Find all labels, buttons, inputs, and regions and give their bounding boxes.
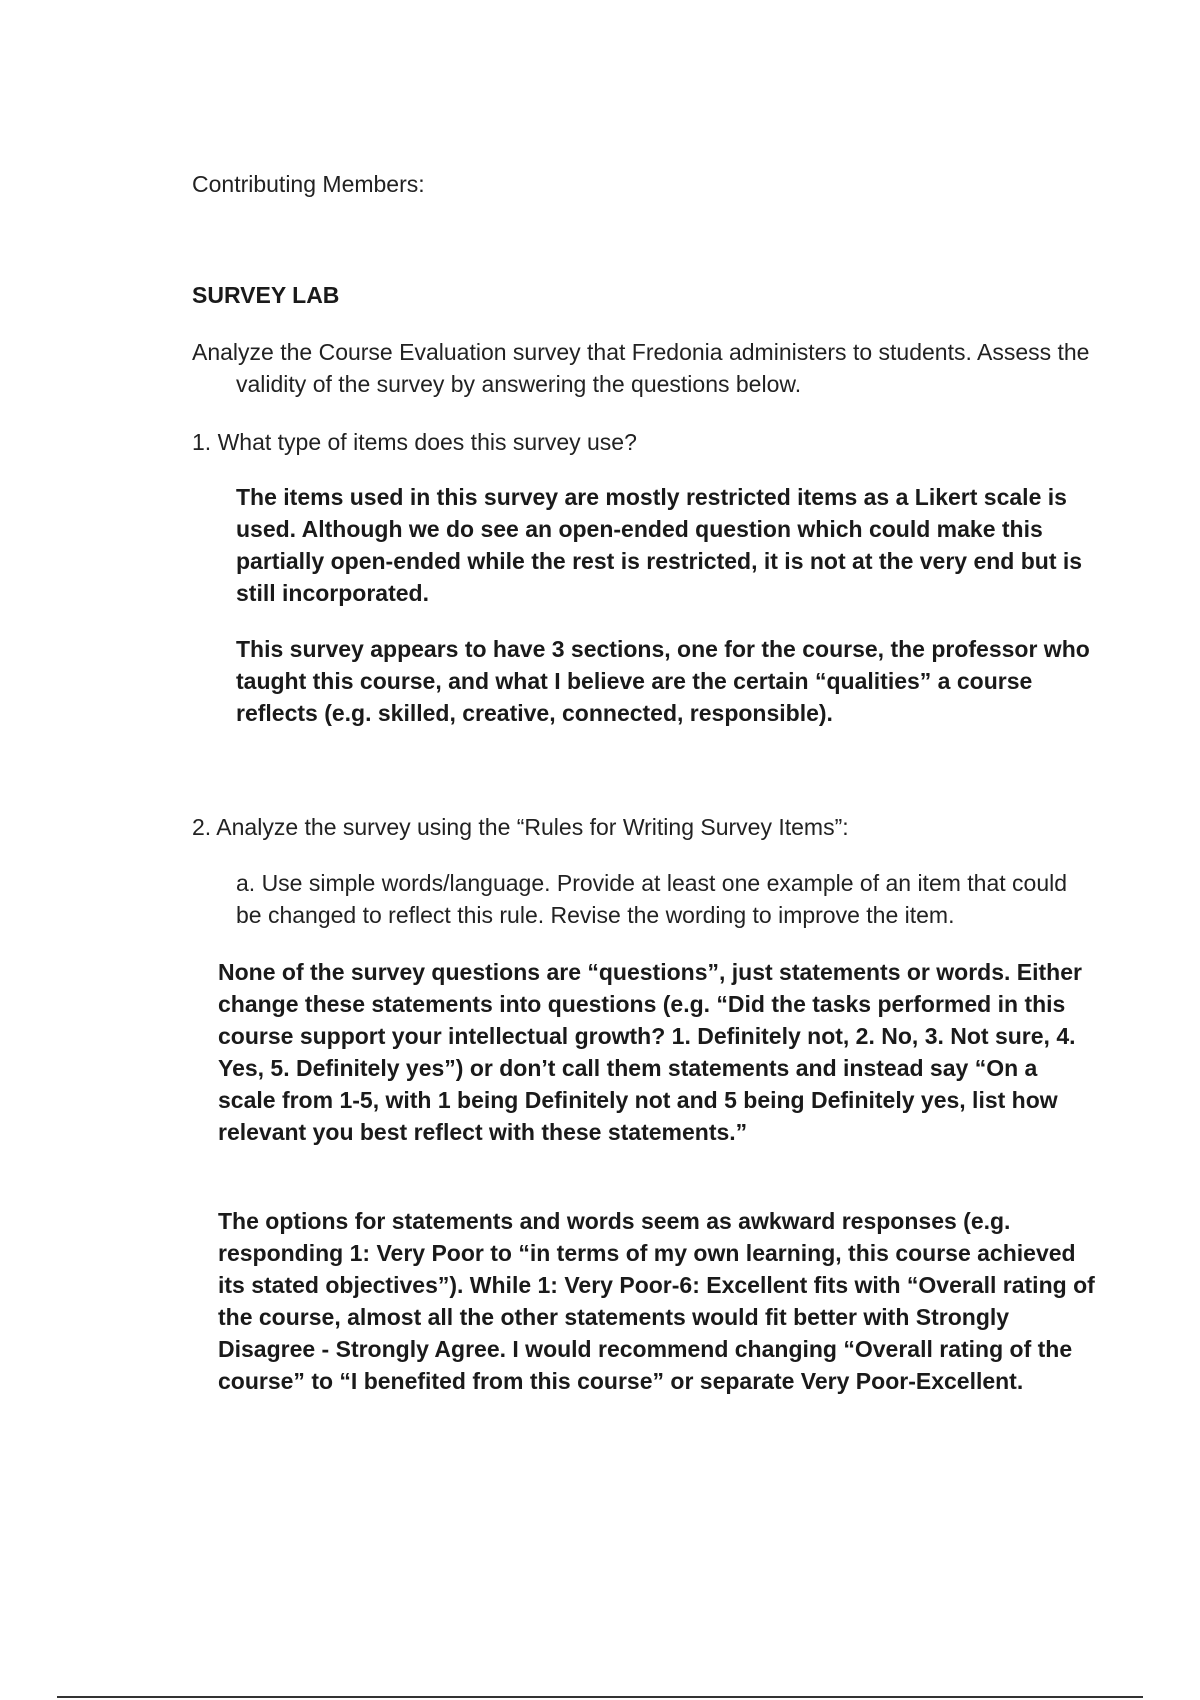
question-1: 1. What type of items does this survey use? [192,429,637,455]
question-2: 2. Analyze the survey using the “Rules for Writing Survey Items”: [192,814,849,840]
question-2-answer-paragraph: The options for statements and words seem as awkward responses (e.g. responding 1: Very Poor to “in terms of my own learning, this course achieved its stated objectives”). While 1: Very Poor-6: Excellent fits with “Overall rating of the course, almost all the other statements would fit better with Strongly Disagree - Strongly Agree. I would recommend changing “Overall rating of the course” to “I benefited from this course” or separate Very Poor-Excellent. [218,1208,1095,1394]
question-1-answer-paragraph: The items used in this survey are mostly restricted items as a Likert scale is used. Although we do see an open-ended question which could make this partially open-ended while the rest is restricted, it is not at the very end but is still incorporated. [236,484,1083,606]
intro-instructions: Analyze the Course Evaluation survey that Fredonia administers to students. Assess the validity of the survey by answering the questions below. [192,339,1090,397]
question-2-answer-paragraph: None of the survey questions are “questions”, just statements or words. Either change these statements into questions (e.g. “Did the tasks performed in this course support your intellectual growth? 1. Definitely not, 2. No, 3. Not sure, 4. Yes, 5. Definitely yes”) or don’t call them statements and instead say “On a scale from 1-5, with 1 being Definitely not and 5 being Definitely yes, list how relevant you best reflect with these statements.” [218,959,1082,1145]
question-2-part-a: a. Use simple words/language. Provide at least one example of an item that could be changed to reflect this rule. Revise the wording to improve the item. [236,870,1068,928]
page-title: SURVEY LAB [192,282,340,308]
contributing-members-label: Contributing Members: [192,171,425,197]
footer-divider [57,1696,1143,1698]
question-1-answer-paragraph: This survey appears to have 3 sections, one for the course, the professor who taught this course, and what I believe are the certain “qualities” a course reflects (e.g. skilled, creative, connected, responsible). [236,636,1090,726]
